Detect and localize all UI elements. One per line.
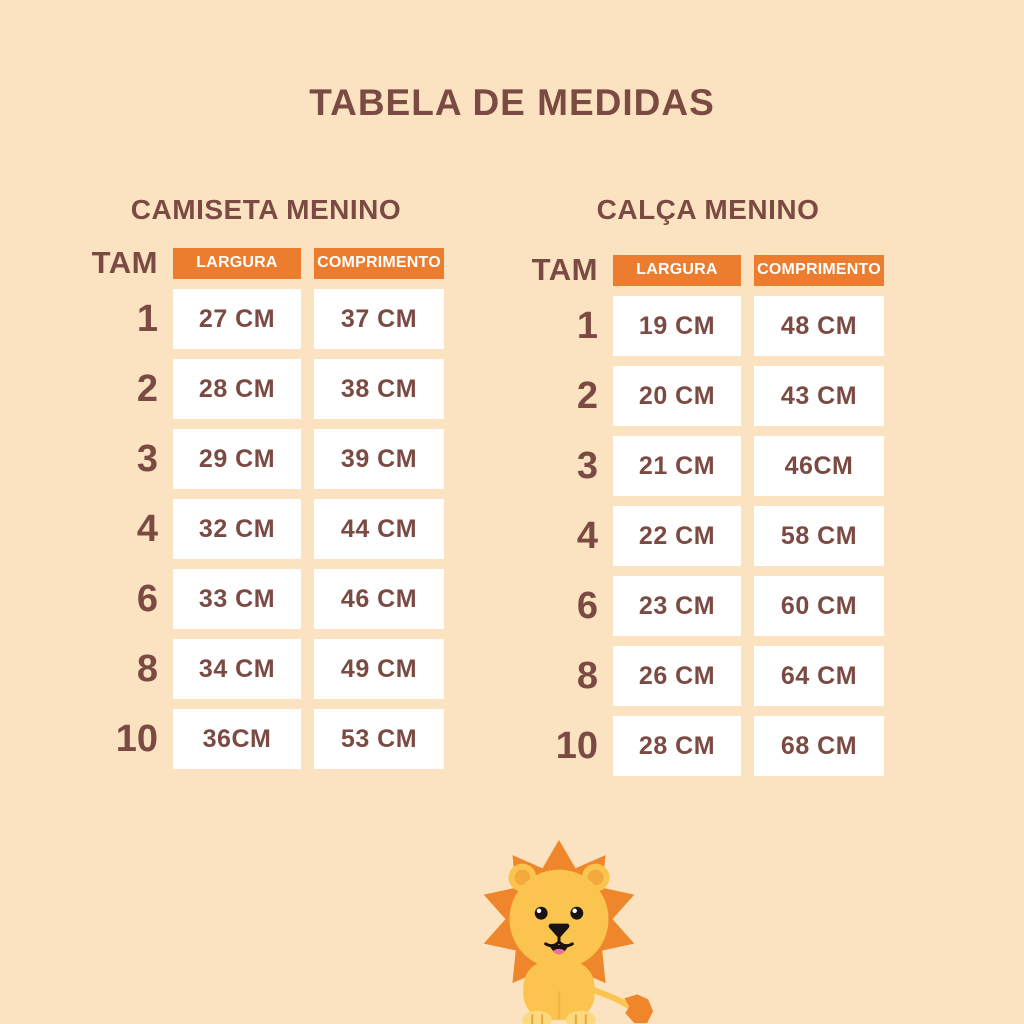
largura-value: 26 CM [613, 646, 741, 706]
table-row [528, 366, 888, 426]
size-value: 10 [115, 717, 158, 760]
largura-value: 21 CM [613, 436, 741, 496]
table-row [88, 359, 444, 419]
camiseta-largura-header: LARGURA [173, 248, 301, 279]
table-row [88, 289, 444, 349]
table-row [88, 429, 444, 489]
table-row [528, 646, 888, 706]
size-value: 4 [136, 507, 158, 550]
size-value: 8 [136, 647, 158, 690]
comprimento-value: 48 CM [754, 296, 884, 356]
table-row [528, 296, 888, 356]
lion-icon [450, 832, 668, 1024]
largura-value: 23 CM [613, 576, 741, 636]
camiseta-table [88, 194, 444, 779]
largura-value: 32 CM [173, 499, 301, 559]
camiseta-header-row [88, 245, 444, 281]
size-value: 4 [576, 514, 598, 557]
largura-value: 34 CM [173, 639, 301, 699]
largura-value: 19 CM [613, 296, 741, 356]
largura-value: 20 CM [613, 366, 741, 426]
size-value: 3 [576, 444, 598, 487]
calca-tam-header: TAM [531, 252, 598, 287]
largura-value: 36CM [173, 709, 301, 769]
calca-header-row [528, 252, 888, 288]
table-row [88, 569, 444, 629]
size-value: 10 [555, 724, 598, 767]
size-value: 2 [136, 367, 158, 410]
camiseta-table-title: CAMISETA MENINO [130, 194, 402, 225]
comprimento-value: 43 CM [754, 366, 884, 426]
comprimento-value: 64 CM [754, 646, 884, 706]
calca-table-title: CALÇA MENINO [596, 194, 820, 225]
camiseta-grid [88, 245, 444, 769]
page-title: TABELA DE MEDIDAS [309, 82, 715, 123]
comprimento-value: 37 CM [314, 289, 444, 349]
table-row [88, 709, 444, 769]
largura-value: 33 CM [173, 569, 301, 629]
calca-comprimento-header: COMPRIMENTO [754, 255, 884, 286]
table-row [528, 576, 888, 636]
camiseta-comprimento-header: COMPRIMENTO [314, 248, 444, 279]
table-row [528, 506, 888, 566]
largura-value: 29 CM [173, 429, 301, 489]
comprimento-value: 44 CM [314, 499, 444, 559]
comprimento-value: 60 CM [754, 576, 884, 636]
comprimento-value: 46CM [754, 436, 884, 496]
size-value: 3 [136, 437, 158, 480]
comprimento-value: 38 CM [314, 359, 444, 419]
comprimento-value: 68 CM [754, 716, 884, 776]
size-value: 6 [136, 577, 158, 620]
largura-value: 27 CM [173, 289, 301, 349]
size-value: 1 [576, 304, 598, 347]
table-row [88, 499, 444, 559]
largura-value: 28 CM [173, 359, 301, 419]
comprimento-value: 39 CM [314, 429, 444, 489]
comprimento-value: 46 CM [314, 569, 444, 629]
comprimento-value: 58 CM [754, 506, 884, 566]
largura-value: 22 CM [613, 506, 741, 566]
size-value: 1 [136, 297, 158, 340]
calca-largura-header: LARGURA [613, 255, 741, 286]
calca-table [528, 194, 888, 786]
size-value: 2 [576, 374, 598, 417]
size-value: 8 [576, 654, 598, 697]
table-row [88, 639, 444, 699]
size-value: 6 [576, 584, 598, 627]
table-row [528, 436, 888, 496]
camiseta-tam-header: TAM [91, 245, 158, 280]
calca-grid [528, 252, 888, 776]
comprimento-value: 49 CM [314, 639, 444, 699]
table-row [528, 716, 888, 776]
comprimento-value: 53 CM [314, 709, 444, 769]
largura-value: 28 CM [613, 716, 741, 776]
